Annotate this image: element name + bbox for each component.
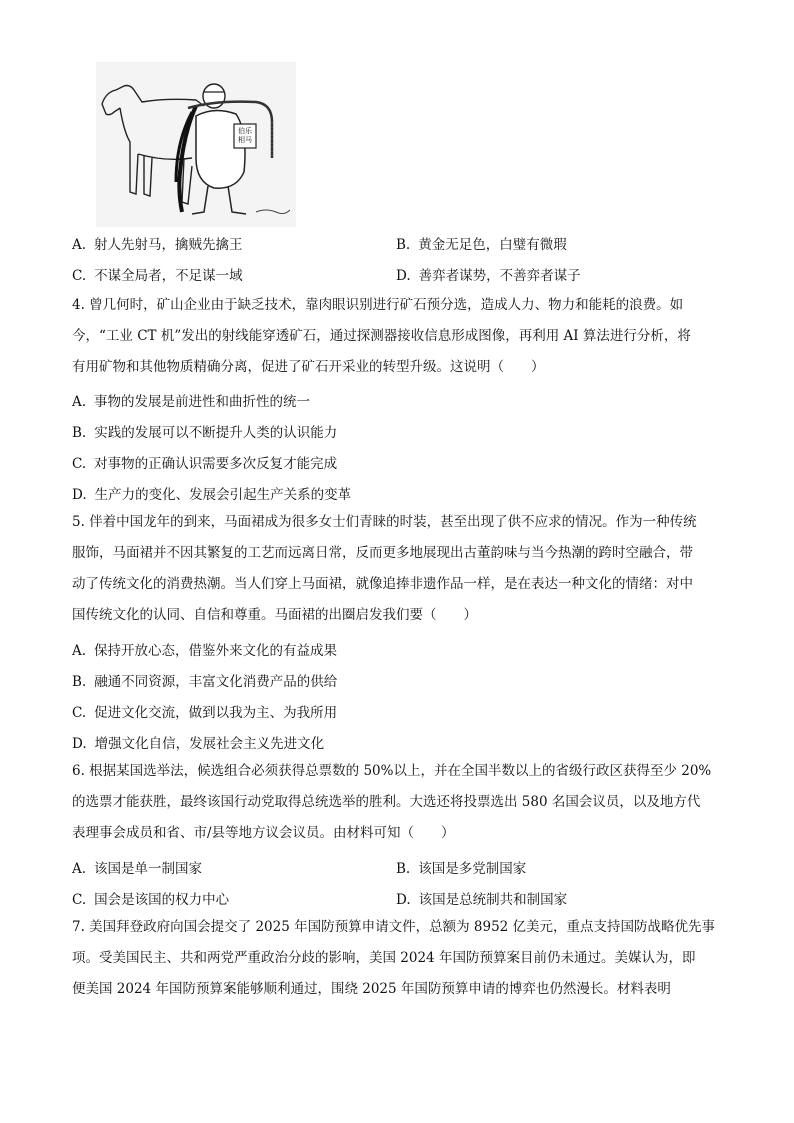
q7-stem (72, 912, 722, 1005)
q3-option-b[interactable]: B. 黄金无足色，白璧有微瑕 (396, 237, 567, 253)
q6-stem-line: 的选票才能获胜，最终该国行动党取得总统选举的胜利。大选还将投票选出 580 名国会议员，以及地方代 (72, 794, 701, 810)
q6-option-a[interactable]: A. 该国是单一制国家 (72, 861, 203, 877)
q6-option-b[interactable]: B. 该国是多党制国家 (396, 861, 527, 877)
q6-stem-line: 6. 根据某国选举法，候选组合必须获得总票数的 50%以上，并在全国半数以上的省级行政区获得至少 20% (72, 763, 712, 779)
q3-option-c[interactable]: C. 不谋全局者，不足谋一域 (72, 268, 243, 284)
q5-option-d[interactable]: D. 增强文化自信，发展社会主义先进文化 (72, 736, 325, 752)
q5-option-c[interactable]: C. 促进文化交流，做到以我为主、为我所用 (72, 705, 338, 721)
q3-options-row-1 (72, 233, 722, 255)
q4-stem-line: 有用矿物和其他物质精确分离，促进了矿石开采业的转型升级。这说明（ ） (72, 359, 545, 375)
q4-option-b[interactable]: B. 实践的发展可以不断提升人类的认识能力 (72, 425, 338, 441)
q4-option-c[interactable]: C. 对事物的正确认识需要多次反复才能完成 (72, 456, 338, 472)
cartoon-sign-text: 伯乐相马 (238, 127, 252, 144)
q7-stem-line: 7. 美国拜登政府向国会提交了 2025 年国防预算申请文件，总额为 8952 亿美元，重点支持国防战略优先事 (72, 919, 716, 935)
q4-stem-line: 今，“工业 CT 机”发出的射线能穿透矿石，通过探测器接收信息形成图像，再利用 AI 算法进行分析，将 (72, 328, 691, 344)
q7-stem-line: 便美国 2024 年国防预算案能够顺利通过，围绕 2025 年国防预算申请的博弈也仍然漫长。材料表明 (72, 981, 671, 997)
q6-options-row-2 (72, 888, 722, 910)
q5-stem (72, 507, 722, 631)
q4-option-d[interactable]: D. 生产力的变化、发展会引起生产关系的变革 (72, 487, 352, 503)
q4-option-a[interactable]: A. 事物的发展是前进性和曲折性的统一 (72, 394, 311, 410)
q7-stem-line: 项。受美国民主、共和两党严重政治分歧的影响，美国 2024 年国防预算案目前仍未通过。美媒认为，即 (72, 950, 696, 966)
q5-stem-line: 动了传统文化的消费热潮。当人们穿上马面裙，就像追捧非遗作品一样，是在表达一种文化的情绪：对中 (72, 576, 693, 592)
q6-option-c[interactable]: C. 国会是该国的权力中心 (72, 892, 230, 908)
q5-stem-line: 国传统文化的认同、自信和尊重。马面裙的出圈启发我们要（ ） (72, 607, 477, 623)
q5-stem-line: 5. 伴着中国龙年的到来，马面裙成为很多女士们青睐的时装，甚至出现了供不应求的情况。作为一种传统 (72, 514, 697, 530)
q6-option-d[interactable]: D. 该国是总统制共和制国家 (396, 892, 568, 908)
q5-option-a[interactable]: A. 保持开放心态，借鉴外来文化的有益成果 (72, 643, 338, 659)
q3-options-row-2 (72, 264, 722, 286)
q5-stem-line: 服饰，马面裙并不因其繁复的工艺而远离日常，反而更多地展现出古董韵味与当今热潮的跨时空融合，带 (72, 545, 693, 561)
q6-stem (72, 756, 722, 849)
q3-option-a[interactable]: A. 射人先射马，擒贼先擒王 (72, 237, 243, 253)
q6-stem-line: 表理事会成员和省、市/县等地方议会议员。由材料可知（ ） (72, 825, 455, 841)
q3-option-d[interactable]: D. 善弈者谋势，不善弈者谋子 (396, 268, 581, 284)
q5-option-b[interactable]: B. 融通不同资源，丰富文化消费产品的供给 (72, 674, 338, 690)
cartoon-illustration (96, 62, 296, 227)
q4-stem-line: 4. 曾几何时，矿山企业由于缺乏技术，靠肉眼识别进行矿石预分选，造成人力、物力和能耗的浪费。如 (72, 297, 684, 313)
q6-options-row-1 (72, 857, 722, 879)
q4-stem (72, 290, 722, 383)
